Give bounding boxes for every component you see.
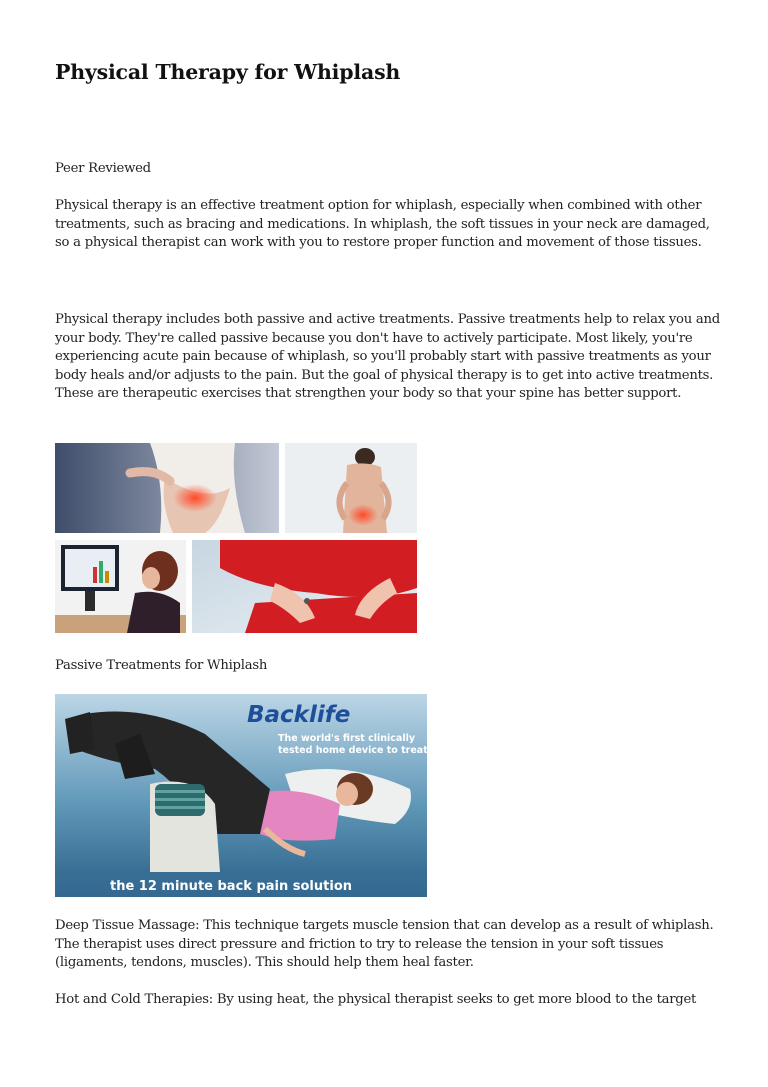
backlife-brand-logo: Backlife [247, 702, 351, 728]
hot-cold-paragraph: Hot and Cold Therapies: By using heat, the physical therapist seeks to get more blood to the target [55, 992, 697, 1007]
back-pain-collage-image [55, 443, 417, 633]
collage-panel-red-shirt [192, 540, 417, 633]
section-subheading: Passive Treatments for Whiplash [55, 658, 268, 673]
backlife-tagline-2: tested home device to treat back pain. [278, 745, 487, 756]
backlife-banner-text: the 12 minute back pain solution [110, 879, 353, 894]
passive-active-paragraph: Physical therapy includes both passive and active treatments. Passive treatments help to relax you and your body. They're called passive because you don't have to actively participate. Most likely, you're experiencing acute pain because of whiplash, so you'll probably start with passive treatments as your body heals and/or adjusts to the pain. But the goal of physical therapy is to get into active treatments. These are therapeutic exercises that strengthen your body so that your spine has better support. [55, 312, 720, 402]
intro-paragraph: Physical therapy is an effective treatment option for whiplash, especially when combined with other treatments, such as bracing and medications. In whiplash, the soft tissues in your neck are damaged, so a physical therapist can work with you to restore proper function and movement of those tissues. [55, 198, 710, 251]
collage-panel-lower-back [55, 443, 279, 533]
backlife-tagline-1: The world's first clinically [278, 733, 416, 744]
collage-panel-computer-user [55, 540, 186, 633]
peer-reviewed-label: Peer Reviewed [55, 161, 151, 176]
backlife-ad-image [55, 694, 487, 897]
collage-panel-woman-back [285, 443, 417, 533]
page-title: Physical Therapy for Whiplash [55, 60, 401, 84]
deep-tissue-paragraph: Deep Tissue Massage: This technique targets muscle tension that can develop as a result of whiplash. The therapist uses direct pressure and friction to try to release the tension in your soft tissues (ligaments, tendons, muscles). This should help them heal faster. [55, 918, 714, 971]
